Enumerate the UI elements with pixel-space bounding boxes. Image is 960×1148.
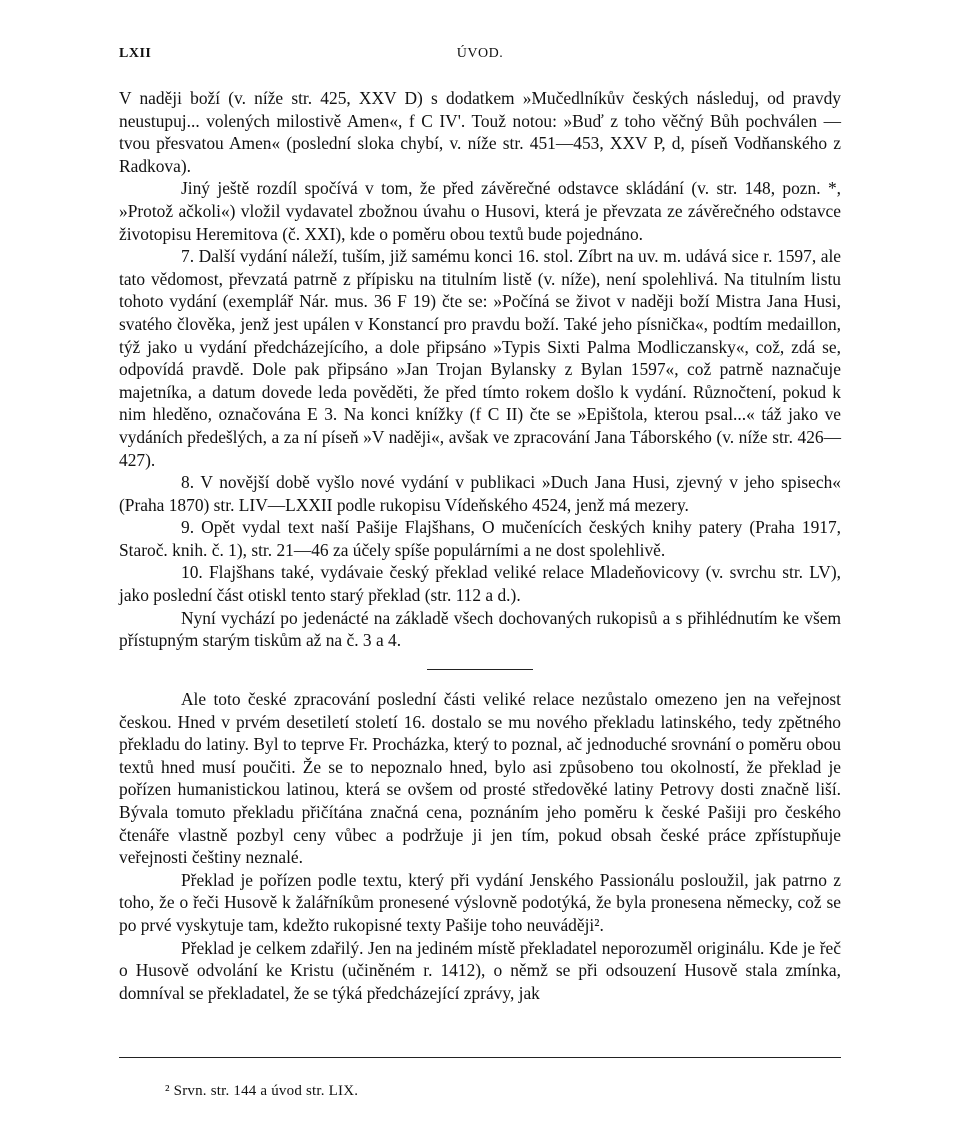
paragraph: 8. V novější době vyšlo nové vydání v publikaci »Duch Jana Husi, zjevný v jeho spisech« (Praha 1870) str. LIV—LXXII podle rukopisu Vídeňského 4524, jenž má mezery.	[119, 472, 841, 515]
section-divider	[427, 669, 533, 670]
running-title: ÚVOD.	[456, 46, 504, 61]
paragraph: 7. Další vydání náleží, tuším, již samému konci 16. stol. Zíbrt na uv. m. udává sice r. 1597, ale tato vědomost, převzatá patrně z přípisku na titulním listě (v. níže), není spolehlivá. Na titulním listu tohoto vydání (exemplář Nár. mus. 36 F 19) čte se: »Počíná se život v naději boží Mistra Jana Husi, svatého člověka, jenž jest upálen v Konstancí pro pravdu boží. Také jeho písnička«, podtím medaillon, týž jako u vydání předcházejícího, a dole připsáno »Typis Sixti Palma Modliczansky«, což, zdá se, odpovídá pravdě. Dole pak připsáno »Jan Trojan Bylansky z Bylan 1597«, což patrně naznačuje majetníka, a datum dovede leda pověděti, že před tímto rokem došlo k vydání. Různočtení, pokud k nim hleděno, označována E 3. Na konci knížky (f C II) čte se »Epištola, kterou psal...« táž jako ve vydáních předešlých, a za ní píseň »V naději«, avšak ve zpracování Jana Táborského (v. níže str. 426—427).	[119, 246, 841, 470]
paragraph: Ale toto české zpracování poslední části veliké relace nezůstalo omezeno jen na veřejnost českou. Hned v prvém desetiletí století 16. dostalo se mu nového překladu latinského, tedy zpětného překladu do latiny. Byl to teprve Fr. Procházka, který to poznal, ač jednoduché srovnání o poměru obou textů hned musí poučiti. Že se to nepoznalo hned, bylo asi způsobeno tou okolností, že překlad je pořízen humanistickou latinou, která se ovšem od prosté středověké latiny Petrovy dosti značně liší. Bývala tomuto překladu přičítána značná cena, poznáním jeho poměru k české Pašiji pro českého čtenáře vlastně pozbyl ceny vůbec a podržuje ji jen tím, pokud obsah české práce zpřístupňuje veřejnosti češtiny neznalé.	[119, 689, 841, 868]
paragraph: 9. Opět vydal text naší Pašije Flajšhans, O mučenících českých knihy patery (Praha 1917, Staroč. knih. č. 1), str. 21—46 za účely spíše populárními a ne dost spolehlivě.	[119, 517, 841, 560]
footnote	[165, 1083, 358, 1100]
text-block-top	[119, 87, 841, 652]
paragraph: Nyní vychází po jedenácté na základě všech dochovaných rukopisů a s přihlédnutím ke všem přístupným starým tiskům až na č. 3 a 4.	[119, 607, 841, 651]
paragraph: Překlad je pořízen podle textu, který při vydání Jenského Passionálu posloužil, jak patrno z toho, že o řeči Husově k žalářníkům pronesené výslovně podotýká, že byla pronesena německy, což se po prvé vyskytuje tam, kdežto rukopisné texty Pašije toho neuváději².	[119, 869, 841, 935]
paragraph: Překlad je celkem zdařilý. Jen na jediném místě překladatel neporozuměl originálu. Kde je řeč o Husově odvolání ke Kristu (učiněném r. 1412), o němž se při odsouzení Husově stala zmínka, domníval se překladatel, že se týká předcházející zprávy, jak	[119, 937, 841, 1003]
footnote-text: Srvn. str. 144 a úvod str. LIX.	[173, 1083, 359, 1099]
paragraph: 10. Flajšhans také, vydávaie český překlad veliké relace Mladeňovicovy (v. svrchu str. LV), jako poslední část otiskl tento starý překlad (str. 112 a d.).	[119, 562, 841, 606]
paragraph: Jiný ještě rozdíl spočívá v tom, že před závěrečné odstavce skládání (v. str. 148, pozn. *, »Protož ačkoli«) vložil vydavatel zbožnou úvahu o Husovi, která je převzata ze závěrečného odstavce životopisu Heremitova (č. XXI), kde o poměru obou textů bude pojednáno.	[119, 178, 841, 244]
text-block-bottom	[119, 688, 841, 1004]
footnote-mark: ²	[165, 1083, 170, 1099]
footnote-rule	[119, 1057, 841, 1058]
page-number: LXII	[119, 46, 152, 61]
paragraph: V naději boží (v. níže str. 425, XXV D) s dodatkem »Mučedlníkův českých následuj, od pravdy neustupuj... volených milostivě Amen«, f C IV'. Touž notou: »Buď z toho věčný Bůh pochválen — tvou přesvatou Amen« (poslední sloka chybí, v. níže str. 451—453, XXV P, d, píseň Vodňanského z Radkova).	[119, 88, 841, 176]
